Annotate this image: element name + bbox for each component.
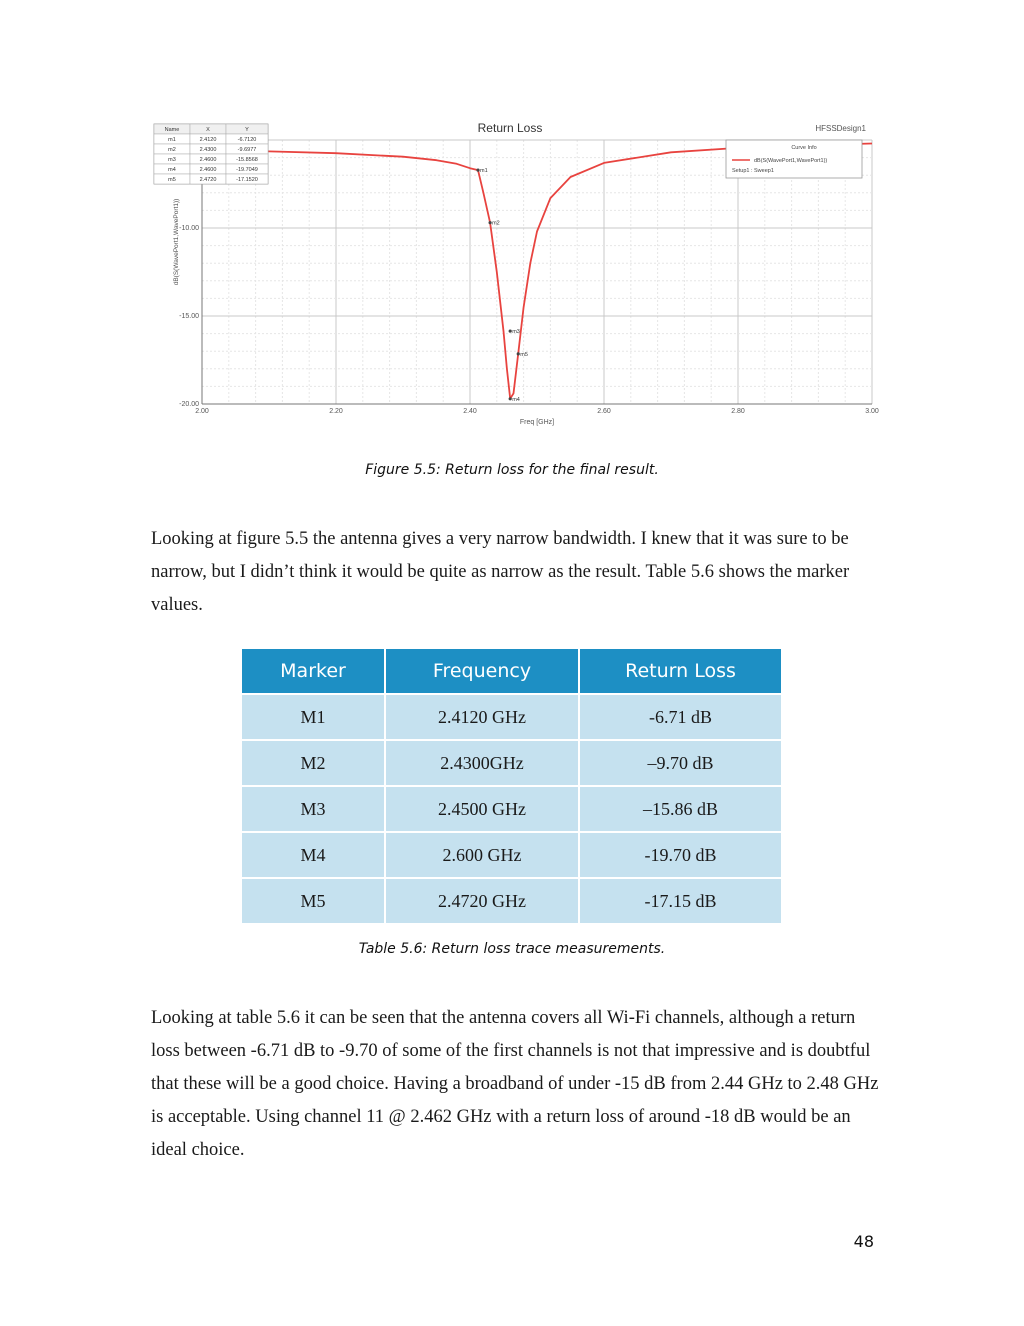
x-tick-label: 2.40	[463, 408, 477, 415]
header-marker: Marker	[241, 648, 385, 694]
cell-frequency: 2.4120 GHz	[385, 694, 579, 740]
paragraph-2-text: Looking at table 5.6 it can be seen that the antenna covers all Wi-Fi channels, although a return loss between -6.71 dB to -9.70 of some of the first channels is not that impressive and is doubtful that these will be a good choice. Having a broadband of under -15 dB from 2.44 GHz to 2.48 GHz is acceptable. Using channel 11 @ 2.462 GHz with a return loss of around -18 dB would be an ideal choice.	[151, 1008, 879, 1160]
cell-marker: M2	[241, 740, 385, 786]
y-tick-label: -10.00	[179, 225, 199, 232]
marker-table-text: m1	[168, 137, 176, 144]
figure-caption: Figure 5.5: Return loss for the final result.	[365, 462, 659, 478]
paragraph-1	[151, 523, 881, 622]
cell-return-loss: –9.70 dB	[579, 740, 782, 786]
marker-table-text: 2.4600	[199, 157, 217, 164]
x-axis-title: Freq [GHz]	[519, 419, 555, 426]
paragraph-1-text: Looking at figure 5.5 the antenna gives a very narrow bandwidth. I knew that it was sure to be narrow, but I didn’t think it would be quite as narrow as the result. Table 5.6 shows the marker values.	[151, 529, 850, 615]
marker-table-text: 2.4120	[199, 137, 217, 144]
marker-table-header-row	[241, 648, 782, 694]
x-tick-label: 3.00	[865, 408, 879, 415]
cell-marker: M1	[241, 694, 385, 740]
legend-title: Curve Info	[791, 145, 817, 151]
marker-point-label: m2	[492, 220, 500, 227]
marker-table-text: -15.8568	[236, 157, 258, 164]
cell-frequency: 2.600 GHz	[385, 832, 579, 878]
y-tick-label: -20.00	[179, 401, 199, 408]
marker-table-text: Y	[245, 127, 249, 134]
marker-table-text: X	[206, 127, 210, 134]
cell-frequency: 2.4300GHz	[385, 740, 579, 786]
return-loss-chart	[148, 112, 879, 432]
cell-frequency: 2.4500 GHz	[385, 786, 579, 832]
marker-table-text: m3	[168, 157, 176, 164]
table-row	[241, 878, 782, 924]
page-number: 48	[853, 1232, 874, 1251]
paragraph-2	[151, 1002, 881, 1167]
marker-point-label: m4	[512, 396, 520, 403]
legend-setup: Setup1 : Sweep1	[732, 168, 774, 174]
marker-table-text: -6.7120	[237, 137, 257, 144]
x-tick-label: 2.00	[195, 408, 209, 415]
table-row	[241, 740, 782, 786]
x-tick-label: 2.20	[329, 408, 343, 415]
cell-return-loss: -17.15 dB	[579, 878, 782, 924]
y-tick-label: -15.00	[179, 313, 199, 320]
marker-table-text: m2	[168, 147, 176, 154]
cell-return-loss: –15.86 dB	[579, 786, 782, 832]
legend-series-name: dB(S(WavePort1,WavePort1))	[754, 158, 828, 164]
marker-table-text: m5	[168, 177, 176, 184]
return-loss-figure	[148, 112, 879, 432]
table-row	[241, 832, 782, 878]
marker-table-text: Name	[164, 127, 180, 134]
cell-frequency: 2.4720 GHz	[385, 878, 579, 924]
marker-table-text: -19.7049	[236, 167, 258, 174]
marker-table-text: -17.1520	[236, 177, 258, 184]
marker-table-text: 2.4300	[199, 147, 217, 154]
y-axis-title: dB(S(WavePort1,WavePort1))	[173, 198, 180, 286]
table-row	[241, 694, 782, 740]
marker-table-text: m4	[168, 167, 176, 174]
cell-marker: M3	[241, 786, 385, 832]
cell-return-loss: -6.71 dB	[579, 694, 782, 740]
marker-point-label: m5	[520, 351, 528, 358]
marker-table	[240, 647, 783, 925]
marker-table-text: 2.4600	[199, 167, 217, 174]
marker-point-label: m1	[480, 168, 488, 175]
header-frequency: Frequency	[385, 648, 579, 694]
cell-return-loss: -19.70 dB	[579, 832, 782, 878]
header-return-loss: Return Loss	[579, 648, 782, 694]
table-row	[241, 786, 782, 832]
chart-title: Return Loss	[477, 121, 543, 135]
design-label: HFSSDesign1	[815, 124, 866, 133]
x-tick-label: 2.60	[597, 408, 611, 415]
cell-marker: M4	[241, 832, 385, 878]
x-tick-label: 2.80	[731, 408, 745, 415]
cell-marker: M5	[241, 878, 385, 924]
table-caption: Table 5.6: Return loss trace measurements.	[358, 941, 666, 957]
marker-point-label: m3	[512, 329, 520, 336]
marker-table-text: -9.6977	[237, 147, 257, 154]
marker-table-text: 2.4720	[199, 177, 217, 184]
